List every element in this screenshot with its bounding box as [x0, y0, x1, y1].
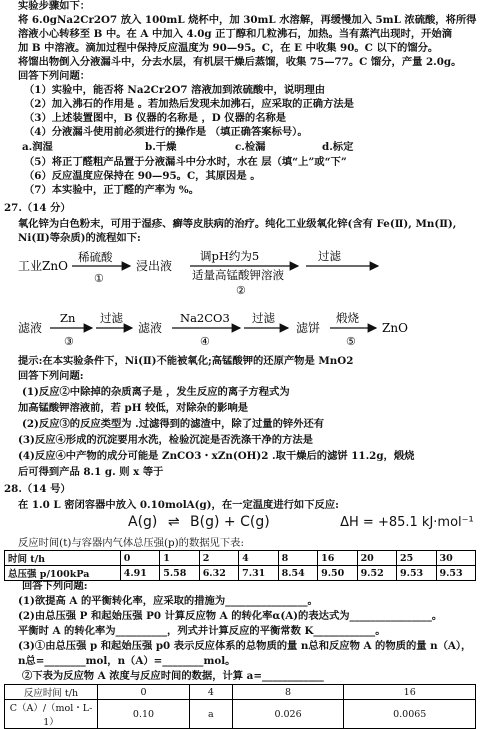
- text-line: 平衡时 A 的转化率为__________，列式并计算反应的平衡常数 K____________。: [18, 625, 386, 637]
- text-line: Ni(Ⅱ)等杂质)的流程如下:: [18, 232, 141, 244]
- text-line: c.检漏: [235, 141, 266, 153]
- text-line: (1)反应②中除掉的杂质离子是 ，发生反应的离子方程式为: [22, 386, 290, 398]
- pressure-time-table: [4, 550, 476, 581]
- flow-op-filter-1: 过滤: [318, 249, 341, 263]
- concentration-table-data-row: [5, 700, 476, 729]
- text-line: 氧化锌为白色粉末，可用于湿疹、癣等皮肤病的治疗。纯化工业级氧化锌(含有 Fe(Ⅱ), Mn(Ⅱ),: [18, 218, 457, 230]
- table-cell: 9.50: [318, 566, 357, 581]
- table-header-cell: 2: [199, 551, 238, 566]
- flow-op-calcine: 煅烧: [336, 311, 359, 325]
- flow-node-industrial-zno: 工业ZnO: [18, 259, 68, 273]
- table-cell: 4.91: [120, 566, 159, 581]
- text-line: 28.（14 号）: [4, 483, 71, 495]
- table-header-cell: 25: [397, 551, 436, 566]
- flow-step-5: ⑤: [346, 335, 356, 348]
- text-line: (1)欲提高 A 的平衡转化率，应采取的措施为________________。: [18, 595, 318, 607]
- table-header-cell: 8: [232, 685, 344, 700]
- flow-condition-ph: 调pH约为5: [200, 249, 260, 263]
- text-line: （1）实验中，能否将 Na2Cr2O7 溶液加到浓硫酸中，说明理由: [24, 84, 326, 96]
- enthalpy-change: ΔH = +85.1 kJ·mol⁻¹: [340, 515, 474, 530]
- table-cell: 0.0065: [344, 700, 476, 729]
- table-cell: 9.52: [357, 566, 396, 581]
- text-line: 反应时间(t)与容器内气体总压强(p)的数据见下表:: [18, 537, 244, 549]
- text-line: (2)由总压强 P 和起始压强 P0 计算反应物 A 的转化率α(A)的表达式为________________。: [18, 610, 443, 622]
- reaction-equation: [128, 513, 474, 532]
- text-line: 后可得到产品 8.1 g. 则 x 等于: [18, 466, 164, 478]
- equation-rhs: B(g) + C(g): [190, 514, 270, 530]
- text-line: 将馏出物倒入分液漏斗中，分去水层，有机层干燥后蒸馏，收集 75—77。C 馏分，产量 2.0g。: [18, 56, 462, 68]
- flow-node-leachate: 浸出液: [136, 259, 173, 273]
- flow-reagent-kmno4: 适量高锰酸钾溶液: [192, 268, 284, 282]
- table-header-cell: 4: [190, 685, 233, 700]
- text-line: 提示:在本实验条件下，Ni(Ⅱ)不能被氧化;高锰酸钾的还原产物是 MnO2: [18, 355, 354, 367]
- text-line: a.润湿: [22, 141, 53, 153]
- equilibrium-arrow: ⇌: [167, 514, 180, 530]
- table-header-cell: 4: [239, 551, 278, 566]
- table-cell: 9.53: [436, 566, 476, 581]
- text-line: (3)反应④形成的沉淀要用水洗，检验沉淀是否洗涤干净的方法是: [18, 434, 313, 446]
- text-line: b.干燥: [145, 141, 177, 153]
- equation-lhs: A(g): [128, 514, 158, 530]
- table-header-cell: 反应时间 t/h: [5, 685, 98, 700]
- table-header-cell: 30: [436, 551, 476, 566]
- text-line: 将 6.0gNa2Cr2O7 放入 100mL 烧杯中，加 30mL 水溶解，再缓慢加入 5mL 浓硫酸，将所得: [18, 14, 477, 26]
- flow-node-filtrate-2: 滤液: [138, 321, 163, 335]
- text-line: 实验步骤如下：: [18, 0, 91, 12]
- text-line: 在 1.0 L 密闭容器中放入 0.10molA(g)，在一定温度进行如下反应:: [18, 499, 339, 511]
- text-line: d.标定: [322, 141, 354, 153]
- text-line: （2）加入沸石的作用是 。若加热后发现未加沸石，应采取的正确方法是: [24, 98, 354, 110]
- table-cell: a: [190, 700, 233, 729]
- flow-reagent-zn: Zn: [60, 311, 76, 325]
- table-cell: 7.31: [239, 566, 278, 581]
- text-line: (3)①由总压强 p 和起始压强 p0 表示反应体系的总物质的量 n总和反应物 A 的物质的量 n（A），: [18, 640, 472, 652]
- text-line: （3）上述装置图中，B 仪器的名称是 ，D 仪器的名称是: [24, 112, 287, 124]
- table-cell: 6.32: [199, 566, 238, 581]
- table-header-cell: 16: [318, 551, 357, 566]
- flow-step-3: ③: [64, 335, 74, 348]
- flow-op-filter-3: 过滤: [252, 311, 275, 325]
- table-cell: 0.026: [232, 700, 344, 729]
- text-line: (2)反应③的反应类型为 .过滤得到的滤渣中，除了过量的锌外还有: [22, 418, 325, 430]
- text-line: （6）反应温度应保持在 90—95。C，其原因是 。: [24, 170, 261, 182]
- text-line: n总=________mol，n（A）=________mol。: [18, 655, 236, 667]
- flow-op-filter-2: 过滤: [100, 311, 123, 325]
- table-cell: 0.10: [98, 700, 190, 729]
- pressure-table-data-row: [5, 566, 476, 581]
- text-line: 回答下列问题:: [18, 370, 84, 382]
- flow-reagent-sulfuric-acid: 稀硫酸: [78, 250, 113, 264]
- text-line: 加 B 中溶液。滴加过程中保持反应温度为 90—95。C，在 E 中收集 90。C 以下的馏分。: [18, 42, 439, 54]
- text-line: 回答下列问题:: [22, 580, 88, 592]
- concentration-time-table: [4, 684, 476, 729]
- table-cell: 8.54: [278, 566, 317, 581]
- flow-step-1: ①: [94, 272, 104, 285]
- table-row-label: C（A）/（mol・L-1）: [5, 700, 98, 729]
- flow-node-filter-cake: 滤饼: [296, 321, 321, 335]
- zno-purification-flowchart: [0, 246, 500, 356]
- table-header-cell: 1: [160, 551, 199, 566]
- table-header-cell: 0: [120, 551, 159, 566]
- flow-node-filtrate-1: 滤液: [18, 321, 43, 335]
- text-line: 27.（14 分）: [4, 202, 71, 214]
- text-line: (4)反应④中产物的成分可能是 ZnCO3・xZn(OH)2 .取干燥后的滤饼 11.2g，煅烧: [18, 450, 415, 462]
- text-line: （5）将正丁醛粗产品置于分液漏斗中分水时，水在 层（填“上”或“下”: [24, 156, 347, 168]
- table-cell: 总压强 p/100kPa: [5, 566, 121, 581]
- flow-step-4: ④: [200, 335, 210, 348]
- flow-node-zno-product: ZnO: [382, 321, 408, 335]
- text-line: 加高锰酸钾溶液前，若 pH 较低，对除杂的影响是: [18, 402, 249, 414]
- text-line: （4）分液漏斗使用前必须进行的操作是 （填正确答案标号）。: [24, 126, 308, 138]
- table-header-cell: 8: [278, 551, 317, 566]
- table-cell: 9.53: [397, 566, 436, 581]
- table-header-cell: 16: [344, 685, 476, 700]
- concentration-table-header-row: [5, 685, 476, 700]
- table-header-cell: 时间 t/h: [5, 551, 121, 566]
- text-line: （7）本实验中，正丁醛的产率为 %。: [24, 184, 199, 196]
- flow-step-2: ②: [236, 284, 246, 297]
- table-header-cell: 20: [357, 551, 396, 566]
- table-header-cell: 0: [98, 685, 190, 700]
- flow-reagent-na2co3: Na2CO3: [180, 311, 230, 325]
- table-cell: 5.58: [160, 566, 199, 581]
- text-line: 溶液小心转移至 B 中。在 A 中加入 4.0g 正丁醇和几粒沸石，加热。当有蒸汽出现时，开始滴: [18, 28, 453, 40]
- text-line: ②下表为反应物 A 浓度与反应时间的数据，计算 a=____________: [22, 670, 324, 682]
- text-line: 回答下列问题：: [18, 70, 91, 82]
- pressure-table-header-row: [5, 551, 476, 566]
